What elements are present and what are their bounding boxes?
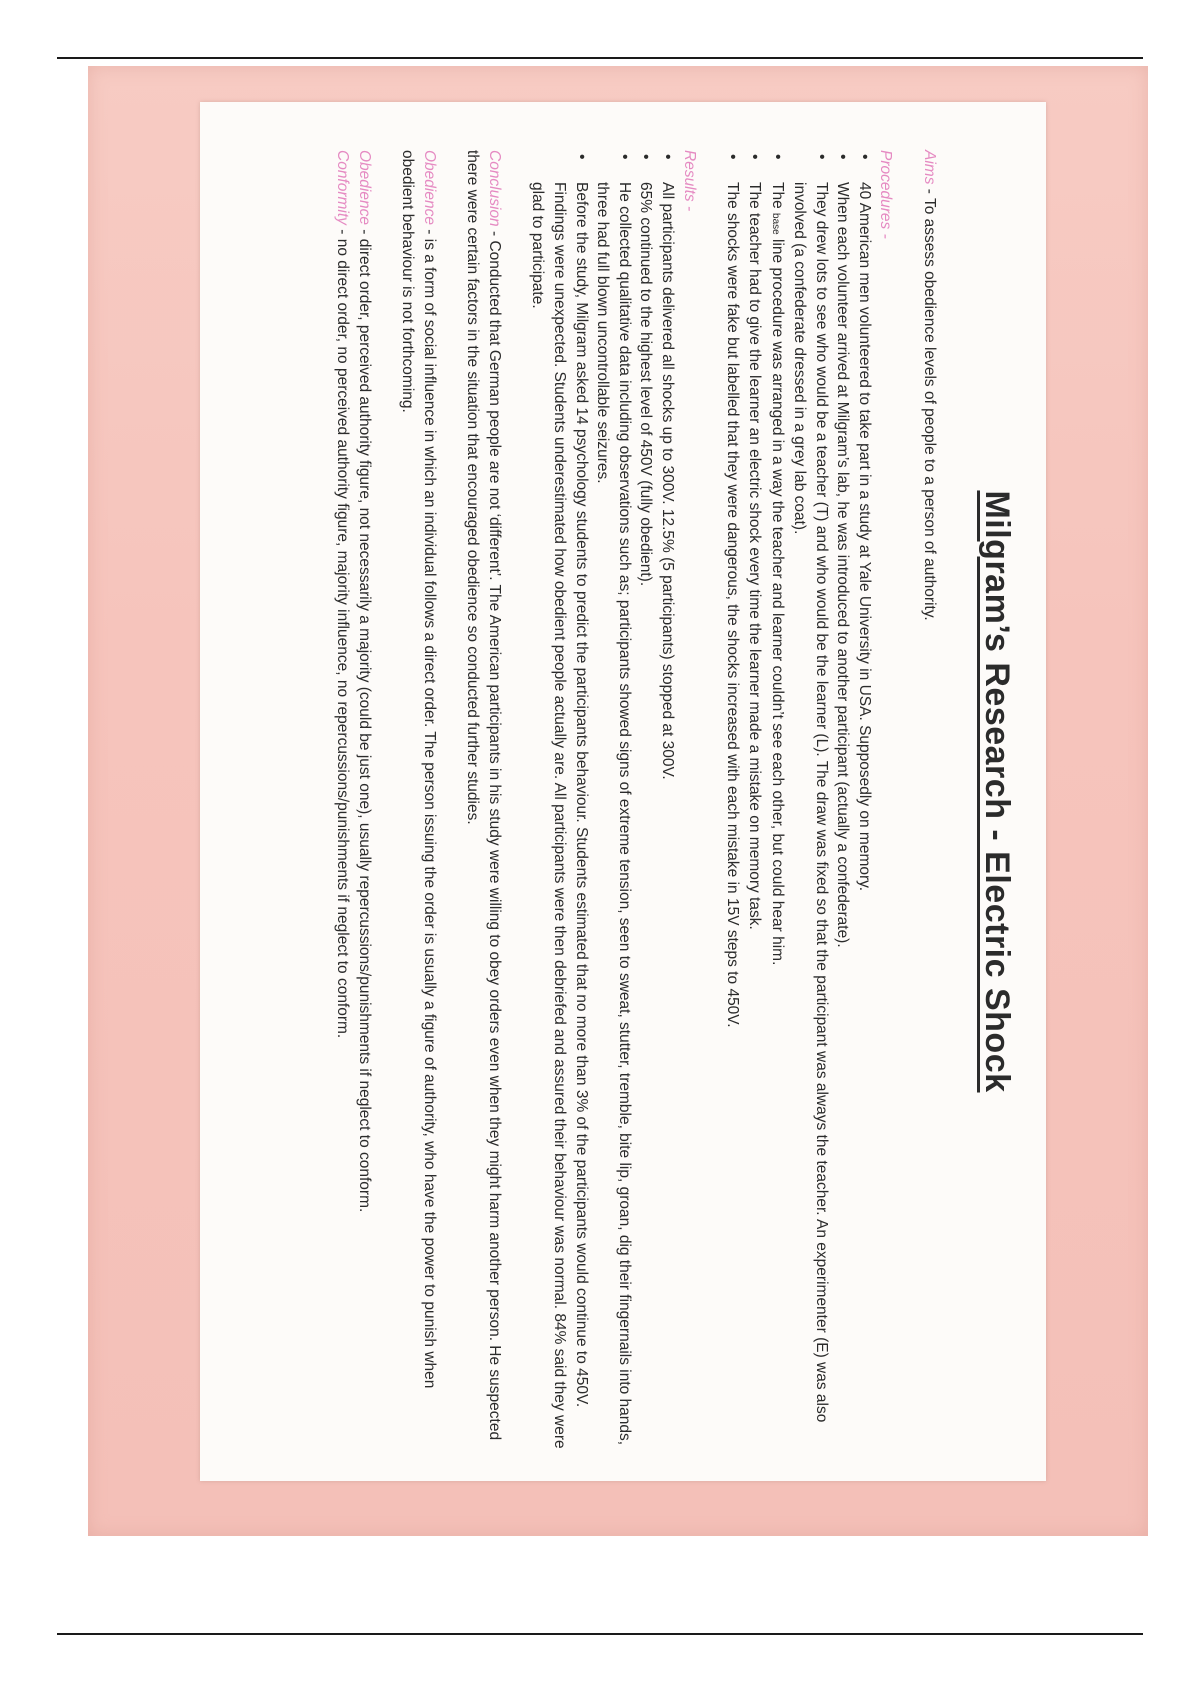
document-body — [331, 150, 940, 1450]
obedience-definition-text: - is a form of social influence in which an individual follows a direct order. The person issuing the order is usually a figure of authority, who have the power to punish when obedient behaviour is not forthcoming. — [399, 150, 438, 1389]
aims-section — [918, 150, 940, 1450]
obedience-comparison — [353, 150, 375, 1450]
baseline-rest: line procedure was arranged in a way the teacher and learner couldn’t see each other, but could hear him. — [769, 234, 787, 966]
obedience-compare-label: Obedience — [355, 150, 373, 225]
list-item: • 65% continued to the highest level of 450V (fully obedient). — [635, 150, 657, 1450]
document-title — [977, 102, 1016, 1481]
aims-label: Aims — [921, 150, 938, 185]
list-item — [765, 150, 789, 1450]
aims-text: - To assess obedience levels of people to a person of authority. — [921, 184, 938, 621]
rotated-document — [200, 102, 1046, 1481]
list-item: • The teacher had to give the learner an electric shock every time the learner made a mistake on memory task. — [743, 150, 765, 1450]
procedures-label: Procedures - — [877, 150, 895, 239]
list-item: • He collected qualitative data including observations such as; participants showed signs of extreme tension, seen to sweat, stutter, tremble, bite lip, groan, dig their fingernails into hands, three had full blown uncontrollable seizures. — [592, 150, 635, 1450]
results-heading — [678, 150, 700, 1450]
top-rule — [57, 57, 1143, 59]
procedures-list — [722, 150, 875, 1450]
list-item: • 40 American men volunteered to take part in a study at Yale University in USA. Supposedly on memory. — [853, 150, 875, 1450]
obedience-compare-text: - direct order, perceived authority figure, not necessarily a majority (could be just one), usually repercussions/punishments if neglect to conform. — [355, 224, 373, 1213]
list-item: • When each volunteer arrived at Milgram’s lab, he was introduced to another participant (actually a confederate). — [832, 150, 854, 1450]
list-item: • All participants delivered all shocks up to 300V. 12.5% (5 participants) stopped at 300V. — [656, 150, 678, 1450]
bottom-rule — [57, 1633, 1143, 1635]
scanned-page — [200, 102, 1046, 1481]
obedience-definition — [397, 150, 440, 1450]
obedience-label: Obedience — [420, 150, 438, 225]
results-list — [527, 150, 678, 1450]
conformity-label: Conformity — [333, 150, 351, 225]
procedures-heading — [875, 150, 897, 1450]
baseline-prefix: The — [769, 182, 787, 214]
title-text: Milgram’s Research - Electric Shock — [978, 490, 1016, 1093]
conclusion-section — [462, 150, 505, 1450]
conformity-text: - no direct order, no perceived authority figure, majority influence, no repercussions/punishments if neglect to conform. — [333, 224, 351, 1039]
conclusion-label: Conclusion — [485, 150, 503, 227]
list-item: • They drew lots to see who would be a teacher (T) and who would be the learner (L). The draw was fixed so that the participant was always the teacher. An experimenter (E) was also involved (a confederate dressed in a grey lab coat). — [788, 150, 831, 1450]
list-item: • The shocks were fake but labelled that they were dangerous, the shocks increased with each mistake in 15V steps to 450V. — [722, 150, 744, 1450]
list-item: • Before the study, Milgram asked 14 psychology students to predict the participants behaviour. Students estimated that no more than 3% of the participants would continue to 450V. Findings were unexpected. Students underestimated how obedient people actually are. All participants were then debriefed and assured their behaviour was normal. 84% said they were glad to participate. — [527, 150, 592, 1450]
results-label: Results - — [680, 150, 698, 212]
baseline-small: base — [770, 213, 782, 235]
conclusion-text: - Conducted that German people are not ‘different’. The American participants in his study were willing to obey orders even when they might harm another person. He suspected there were certain factors in the situation that encouraged obedience so conducted further studies. — [464, 150, 503, 1441]
conformity-comparison — [331, 150, 353, 1450]
